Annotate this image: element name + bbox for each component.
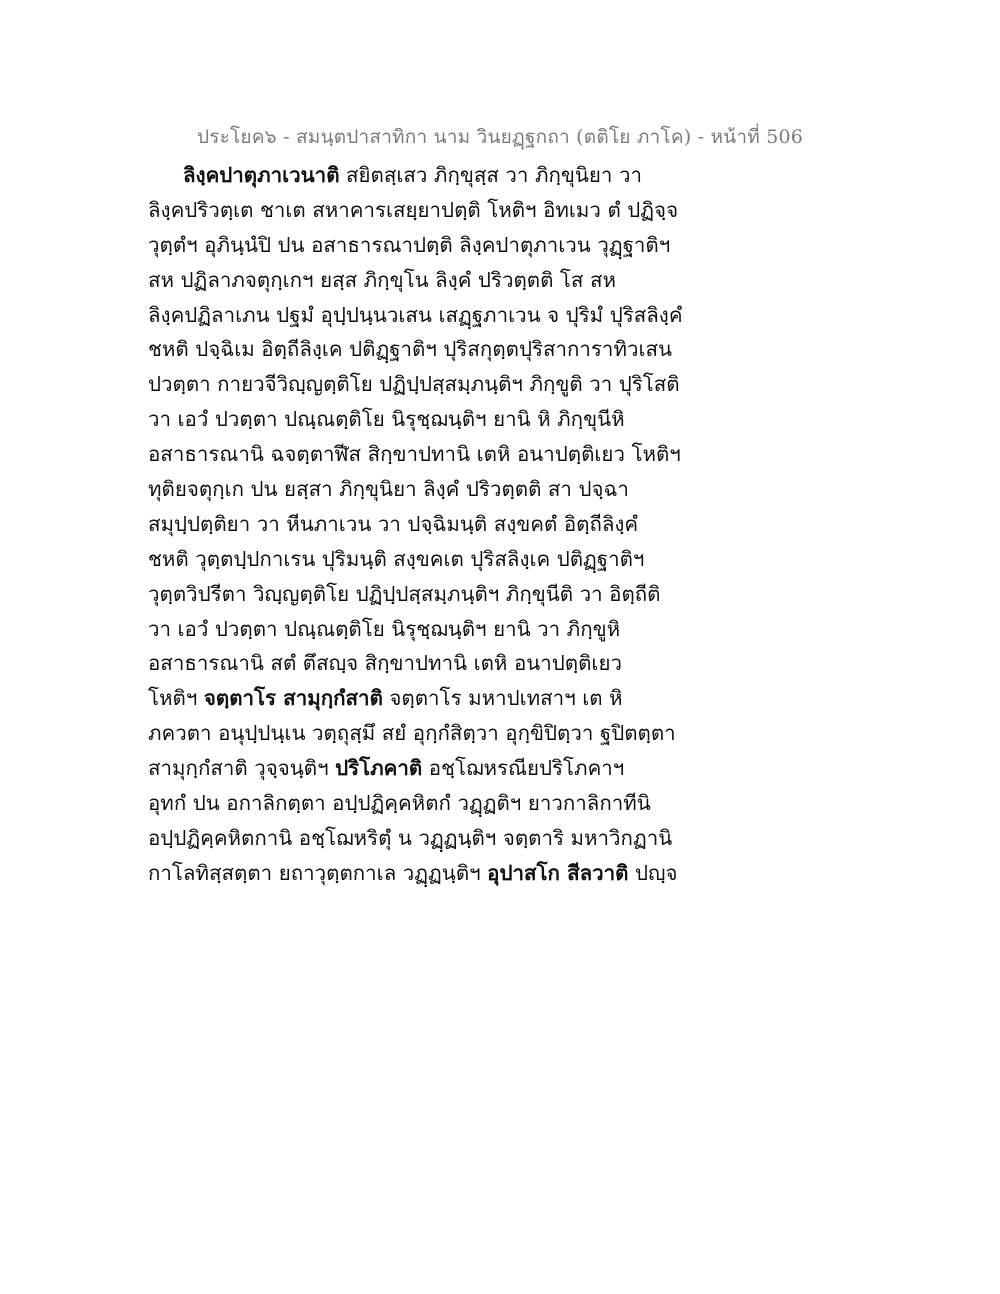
text-line bbox=[148, 507, 688, 542]
text-segment: ปญฺจ bbox=[628, 860, 678, 885]
text-segment: ลิงฺคปริวตฺเต ชาเต สหาคารเสยฺยาปตฺติ โหติฯ อิทเมว ตํ ปฏิจฺจ bbox=[148, 197, 679, 222]
text-segment: โหติฯ bbox=[148, 686, 204, 711]
text-segment: วา เอวํ ปวตฺตา ปณฺณตฺติโย นิรุชฺฌนฺติฯ ยานิ วา ภิกฺขูหิ bbox=[148, 616, 621, 641]
bold-term: อุปาสโก สีลวาติ bbox=[487, 860, 629, 885]
text-segment: อุทกํ ปน อกาลิกตฺตา อปฺปฏิคฺคหิตกํ วฏฺฏติฯ ยาวกาลิกาทีนิ bbox=[148, 791, 651, 816]
text-segment: อสาธารณานิ สตํ ตึสญฺจ สิกฺขาปทานิ เตหิ อนาปตฺติเยว bbox=[148, 651, 622, 676]
text-line bbox=[148, 821, 688, 856]
text-line bbox=[148, 437, 688, 472]
bold-term: ปริโภคาติ bbox=[335, 756, 423, 781]
page-header: ประโยค๖ - สมนฺตปาสาทิกา นาม วินยฏฺฐกถา (ตติโย ภาโค) - หน้าที่ 506 bbox=[196, 126, 804, 148]
text-segment: อสาธารณานิ ฉจตฺตาฬีส สิกฺขาปทานิ เตหิ อนาปตฺติเยว โหติฯ bbox=[148, 442, 681, 467]
text-segment: สห ปฏิลาภจตุกฺเกฯ ยสฺส ภิกฺขุโน ลิงฺคํ ปริวตฺตติ โส สห bbox=[148, 267, 616, 292]
text-segment: วุตฺตวิปรีตา วิญฺญตฺติโย ปฏิปฺปสฺสมฺภนฺติฯ ภิกฺขุนีติ วา อิตฺถีติ bbox=[148, 581, 661, 606]
text-segment: ลิงฺคปฏิลาเภน ปฐมํ อุปฺปนฺนวเสน เสฏฺฐภาเวน จ ปุริมํ ปุริสลิงฺคํ bbox=[148, 302, 683, 327]
text-line bbox=[148, 298, 688, 333]
text-line bbox=[148, 228, 688, 263]
text-line bbox=[148, 856, 688, 891]
text-line bbox=[148, 367, 688, 402]
text-line bbox=[148, 332, 688, 367]
text-segment: ชหติ ปจฺฉิเม อิตฺถีลิงฺเค ปติฏฺฐาติฯ ปุริสกุตฺตปุริสาการาทิวเสน bbox=[148, 337, 673, 362]
text-segment: จตฺตาโร มหาปเทสาฯ เต หิ bbox=[382, 686, 623, 711]
text-line bbox=[148, 681, 688, 716]
text-line bbox=[148, 402, 688, 437]
text-segment: สมุปฺปตฺติยา วา หีนภาเวน วา ปจฺฉิมนฺติ สงฺขคตํ อิตฺถีลิงฺคํ bbox=[148, 511, 639, 536]
text-segment: สามุกฺกํสาติ วุจฺจนฺติฯ bbox=[148, 756, 336, 781]
text-line bbox=[148, 612, 688, 647]
body-text bbox=[148, 158, 688, 891]
text-segment: ชหติ วุตฺตปฺปกาเรน ปุริมนฺติ สงฺขคเต ปุริสลิงฺเค ปติฏฺฐาติฯ bbox=[148, 546, 645, 571]
text-segment: สยิตสฺเสว ภิกฺขุสฺส วา ภิกฺขุนิยา วา bbox=[339, 163, 642, 187]
bold-term: จตฺตาโร สามุกฺกํสาติ bbox=[203, 686, 383, 711]
text-line bbox=[148, 542, 688, 577]
text-line bbox=[148, 158, 688, 193]
text-segment: กาโลทิสฺสตฺตา ยถาวุตฺตกาเล วฏฺฏนฺติฯ bbox=[148, 860, 488, 885]
text-line bbox=[148, 751, 688, 786]
text-segment: วา เอวํ ปวตฺตา ปณฺณตฺติโย นิรุชฺฌนฺติฯ ยานิ หิ ภิกฺขุนีหิ bbox=[148, 407, 625, 432]
text-segment: วุตฺตํฯ อุภินฺนํปิ ปน อสาธารณาปตฺติ ลิงฺคปาตุภาเวน วุฏฺฐาติฯ bbox=[148, 232, 671, 257]
bold-term: ลิงฺคปาตุภาเวนาติ bbox=[183, 163, 340, 187]
text-line bbox=[148, 472, 688, 507]
text-segment: อชฺโฌหรณียปริโภคาฯ bbox=[422, 756, 625, 781]
text-segment: ทุติยจตุกฺเก ปน ยสฺสา ภิกฺขุนิยา ลิงฺคํ ปริวตฺตติ สา ปจฺฉา bbox=[148, 477, 629, 502]
text-segment: ภควตา อนุปฺปนฺเน วตฺถุสฺมึ สยํ อุกฺกํสิตฺวา อุกฺขิปิตฺวา ฐปิตตฺตา bbox=[148, 721, 676, 746]
text-line bbox=[148, 263, 688, 298]
text-line bbox=[148, 577, 688, 612]
text-line bbox=[148, 716, 688, 751]
text-line bbox=[148, 646, 688, 681]
text-line bbox=[148, 786, 688, 821]
text-line bbox=[148, 193, 688, 228]
text-segment: อปฺปฏิคฺคหิตกานิ อชฺโฌหริตุํ น วฏฺฏนฺติฯ จตฺตาริ มหาวิกฏานิ bbox=[148, 825, 673, 850]
text-segment: ปวตฺตา กายวจีวิญฺญตฺติโย ปฏิปฺปสฺสมฺภนฺติฯ ภิกฺขูติ วา ปุริโสติ bbox=[148, 372, 680, 397]
